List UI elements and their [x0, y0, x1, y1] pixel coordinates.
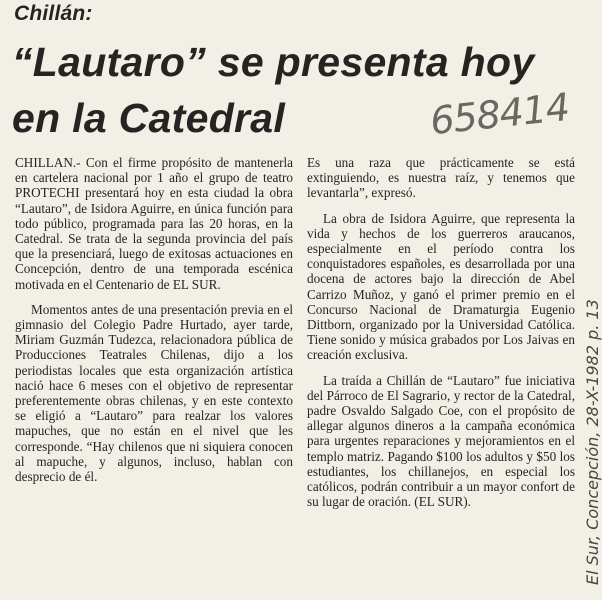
headline: “Lautaro” se presenta hoy en la Catedral	[12, 39, 535, 141]
kicker: Chillán:	[14, 2, 93, 25]
article-column-left	[15, 155, 293, 494]
paragraph: Es una raza que prácticamente se está extinguiendo, es nuestra raíz, y tenemos que levantarla”, expresó.	[307, 155, 575, 201]
paragraph: La traída a Chillán de “Lautaro” fue iniciativa del Párroco de El Sagrario, y rector de la Catedral, padre Osvaldo Salgado Coe, con el propósito de allegar algunos dineros a la campaña económica para urgentes reparaciones y mejoramientos en el templo matriz. Pagando $100 los adultos y $50 los estudiantes, los chillanejos, en especial los católicos, podrán contribuir a un mayor confort de su lugar de oración. (EL SUR).	[307, 372, 575, 510]
handwritten-catalog-number: 658414	[428, 84, 571, 144]
handwritten-margin-note: El Sur, Concepción, 28-X-1982 p. 13	[583, 299, 602, 585]
paragraph: Momentos antes de una presentación previa en el gimnasio del Colegio Padre Hurtado, ayer tarde, Miriam Guzmán Tudezca, relacionadora pública de Producciones Teatrales Chilenas, dijo a los periodistas locales que esta organización artística nació hace 6 meses con el objetivo de representar preferentemente obras chilenas, y en este contexto se eligió a “Lautaro” para realzar los valores mapuches, que no están en el nivel que les corresponde. “Hay chilenos que ni siquiera conocen al mapuche, y algunos, incluso, hablan con desprecio de él.	[15, 301, 293, 485]
article-column-right	[307, 155, 575, 519]
paragraph: La obra de Isidora Aguirre, que representa la vida y hechos de los guerreros araucanos, especialmente en el período contra los conquistadores españoles, es desarrollada por una docena de actores bajo la dirección de Abel Carrizo Muñoz, y ganó el primer premio en el Concurso Nacional de Dramaturgia Eugenio Dittborn, organizado por la Universidad Católica. Tiene sonido y música grabados por Los Jaivas en creación exclusiva.	[307, 210, 575, 363]
paragraph: CHILLAN.- Con el firme propósito de mantenerla en cartelera nacional por 1 año el grupo de teatro PROTECHI presentará hoy en esta ciudad la obra “Lautaro”, de Isidora Aguirre, en única función para todo público, programada para las 20 horas, en la Catedral. Se trata de la segunda provincia del país que la presenciará, luego de exitosas actuaciones en Concepción, dentro de una temporada escénica motivada en el Centenario de EL SUR.	[15, 155, 293, 292]
